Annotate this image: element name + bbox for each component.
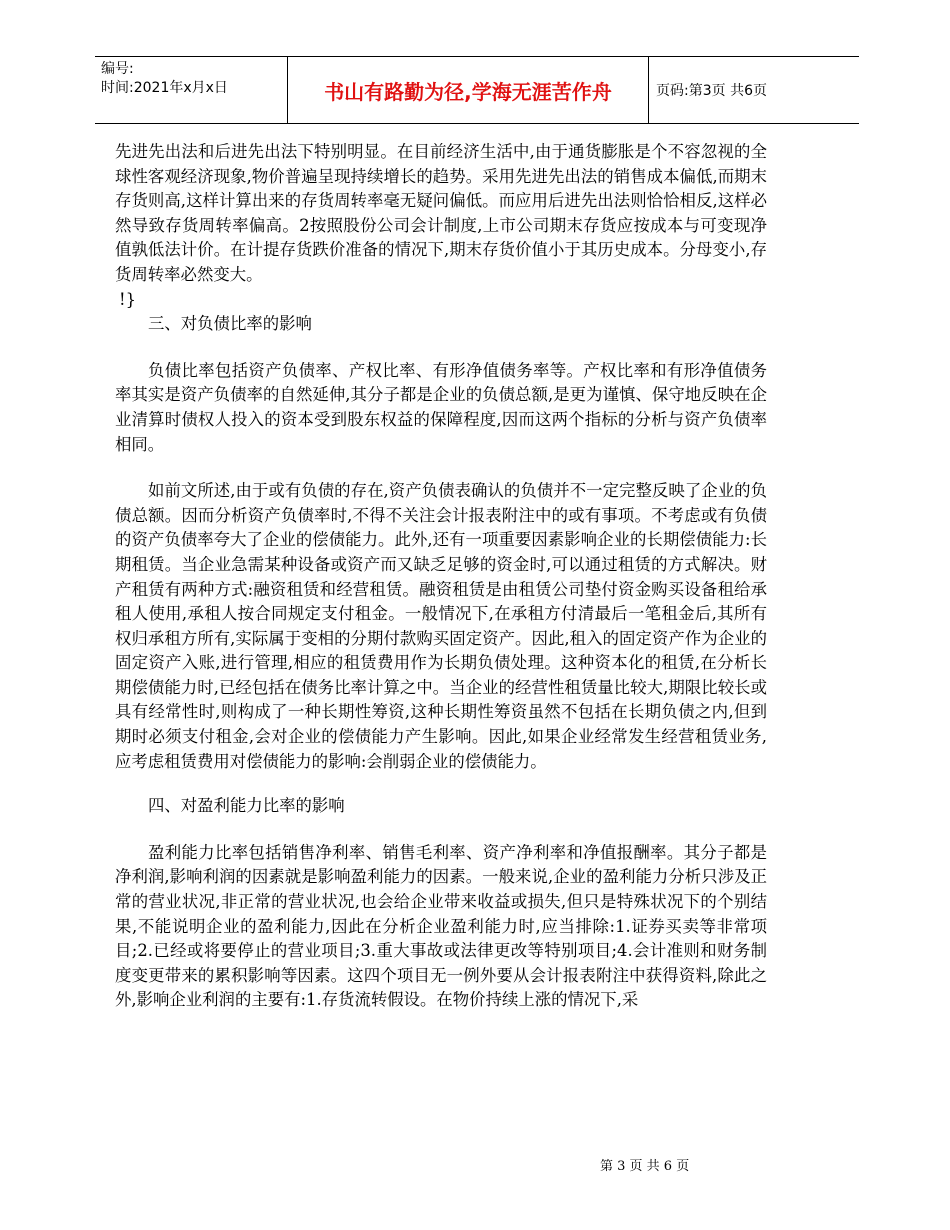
page-footer: 第 3 页 共 6 页 — [600, 1159, 690, 1174]
stray-mark: !} — [119, 289, 137, 309]
paragraph-inventory-turnover: 先进先出法和后进先出法下特别明显。在目前经济生活中,由于通货膨胀是个不容忽视的全球性客观经济现象,物价普遍呈现持续增长的趋势。采用先进先出法的销售成本偏低,而期末存货则高,这样计算出来的存货周转率毫无疑问偏低。而应用后进先出法则恰恰相反,这样必然导致存货周转率偏高。2按照股份公司会计制度,上市公司期末存货应按成本与可变现净值孰低法计价。在计提存货跌价准备的情况下,期末存货价值小于其历史成本。分母变小,存货周转率必然变大。 — [115, 142, 767, 284]
paragraph-debt-ratio-intro: 负债比率包括资产负债率、产权比率、有形净值债务率等。产权比率和有形净值债务率其实是资产负债率的自然延伸,其分子都是企业的负债总额,是更为谨慎、保守地反映在企业清算时债权人投入的资本受到股东权益的保障程度,因而这两个指标的分析与资产负债率相同。 — [115, 360, 767, 454]
section-heading-profitability: 四、对盈利能力比率的影响 — [148, 796, 345, 816]
header-motto-cell — [287, 57, 649, 123]
doc-number-label: 编号: — [101, 61, 134, 77]
motto-text: 书山有路勤为径,学海无涯苦作舟 — [324, 79, 612, 104]
page-header — [95, 56, 859, 124]
header-page-number: 页码:第3页 共6页 — [656, 83, 767, 99]
header-meta — [95, 57, 287, 123]
document-body — [115, 140, 767, 1013]
section-heading-debt-ratio: 三、对负债比率的影响 — [148, 314, 312, 334]
paragraph-profitability: 盈利能力比率包括销售净利率、销售毛利率、资产净利率和净值报酬率。其分子都是净利润,影响利润的因素就是影响盈利能力的因素。一般来说,企业的盈利能力分析只涉及正常的营业状况,非正常的营业状况,也会给企业带来收益或损失,但只是特殊状况下的个别结果,不能说明企业的盈利能力,因此在分析企业盈利能力时,应当排除:1.证券买卖等非常项目;2.已经或将要停止的营业项目;3.重大事故或法律更改等特别项目;4.会计准则和财务制度变更带来的累积影响等因素。这四个项目无一例外要从会计报表附注中获得资料,除此之外,影响企业利润的主要有:1.存货流转假设。在物价持续上涨的情况下,采 — [115, 842, 767, 1010]
doc-time-label: 时间:2021年x月x日 — [101, 80, 228, 96]
paragraph-contingent-liabilities: 如前文所述,由于或有负债的存在,资产负债表确认的负债并不一定完整反映了企业的负债总额。因而分析资产负债率时,不得不关注会计报表附注中的或有事项。不考虑或有负债的资产负债率夸大了企业的偿债能力。此外,还有一项重要因素影响企业的长期偿债能力:长期租赁。当企业急需某种设备或资产而又缺乏足够的资金时,可以通过租赁的方式解决。财产租赁有两种方式:融资租赁和经营租赁。融资租赁是由租赁公司垫付资金购买设备租给承租人使用,承租人按合同规定支付租金。一般情况下,在承租方付清最后一笔租金后,其所有权归承租方所有,实际属于变相的分期付款购买固定资产。因此,租入的固定资产作为企业的固定资产入账,进行管理,相应的租赁费用作为长期负债处理。这种资本化的租赁,在分析长期偿债能力时,已经包括在债务比率计算之中。当企业的经营性租赁量比较大,期限比较长或具有经常性时,则构成了一种长期性筹资,这种长期性筹资虽然不包括在长期负债之内,但到期时必须支付租金,会对企业的偿债能力产生影响。因此,如果企业经常发生经营租赁业务,应考虑租赁费用对偿债能力的影响:会削弱企业的偿债能力。 — [115, 481, 767, 771]
header-page-cell — [648, 57, 859, 123]
